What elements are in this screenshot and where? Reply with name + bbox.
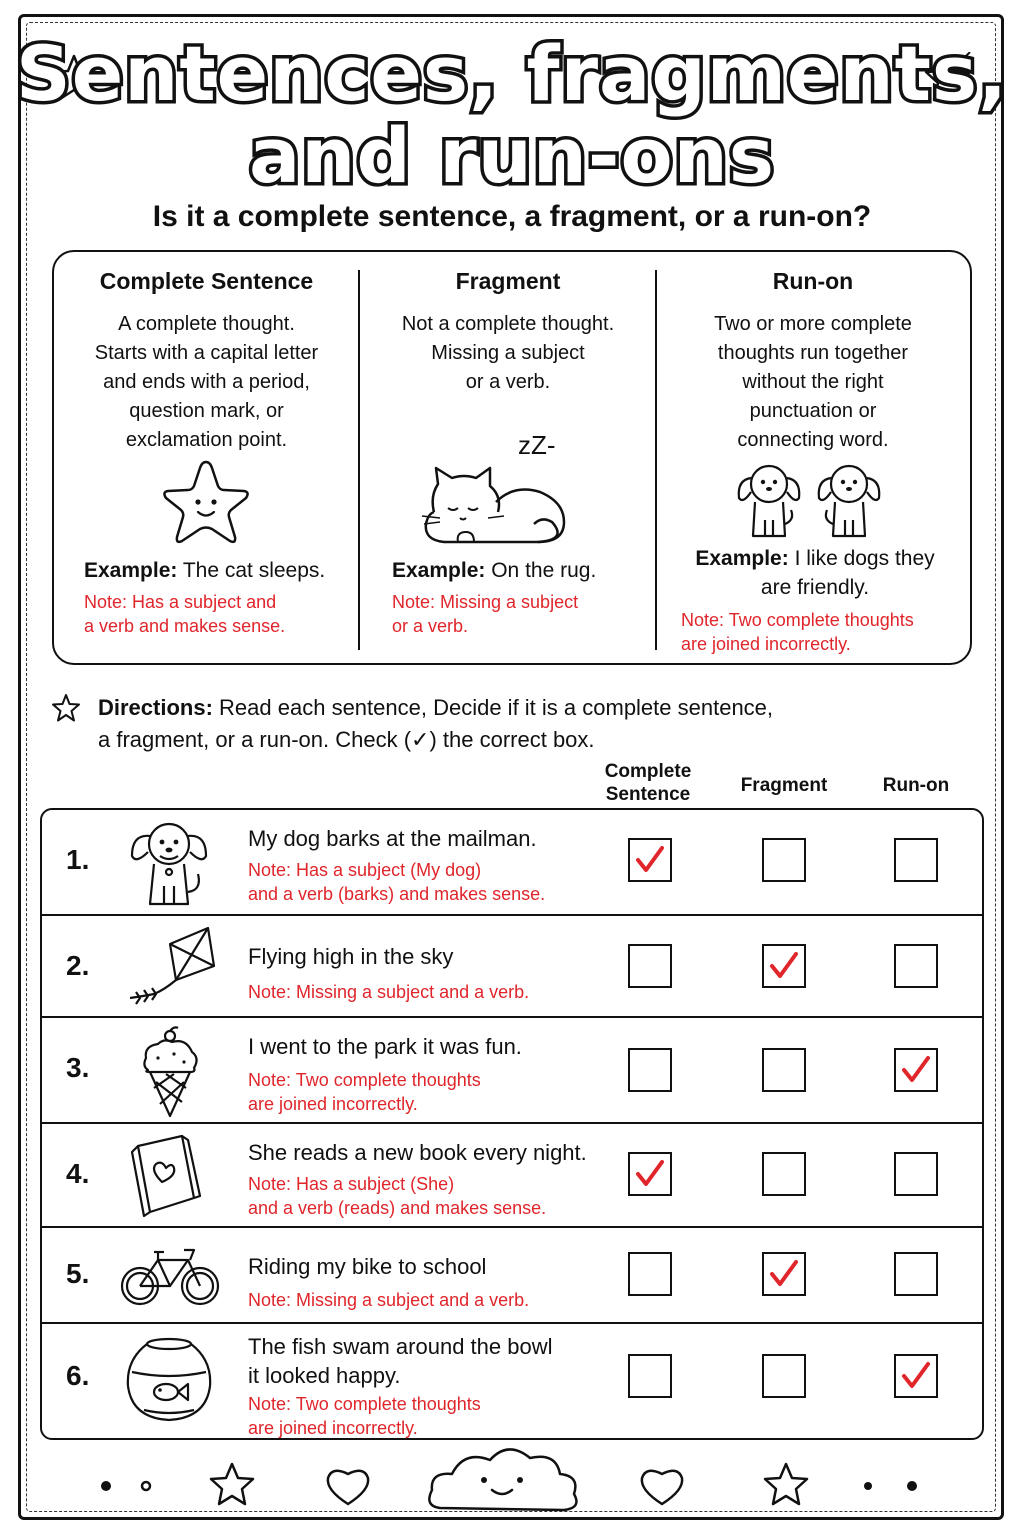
category-heading: Complete Sentence [99,268,314,294]
table-row [42,810,982,914]
check-mark-icon [766,1256,802,1292]
sleeping-cat-icon [418,462,570,548]
category-description: A complete thought. Starts with a capital letter and ends with a period, question mark, or exclamation point. [94,313,319,451]
check-mark-icon [632,842,668,878]
check-mark-icon [632,1156,668,1192]
table-row [42,1226,982,1322]
checkbox-complete[interactable] [628,1252,672,1296]
checkbox-fragment[interactable] [762,1252,806,1296]
page-subtitle: Is it a complete sentence, a fragment, or a run-on? [152,200,872,233]
check-mark-icon [898,1052,934,1088]
category-complete-sentence [54,252,359,663]
checkbox-fragment[interactable] [762,944,806,988]
smiling-star-icon [158,458,254,548]
category-description: Two or more complete thoughts run together without the right punctuation or connecting word. [714,313,912,451]
category-example: Example: I like dogs they are friendly. [695,547,935,599]
table-row [42,914,982,1016]
item-note: Note: Has a subject (My dog) and a verb (barks) and makes sense. [248,860,546,904]
checkbox-complete[interactable] [628,944,672,988]
item-number: 3. [66,1052,90,1083]
item-sentence: The fish swam around the bowl it looked happy. [248,1334,553,1388]
category-fragment [360,252,656,663]
page-title-line1: Sentences, fragments, [15,29,1009,118]
checkbox-fragment[interactable] [762,1152,806,1196]
check-mark-icon [898,1358,934,1394]
table-row [42,1016,982,1122]
item-number: 5. [66,1258,90,1289]
page-title-line2: and run-ons [248,111,776,200]
answer-table [40,808,984,1440]
item-number: 1. [66,844,90,875]
item-number: 6. [66,1360,90,1391]
directions: Directions: Read each sentence, Decide if it is a complete sentence, a fragment, or a run-on. Check (✓) the correct box. [98,695,774,752]
checkbox-complete[interactable] [628,1354,672,1398]
category-example: Example: On the rug. [392,559,597,582]
definitions-box [52,250,972,665]
category-run-on [657,252,969,663]
checkbox-run-on[interactable] [894,838,938,882]
kite-icon [124,924,224,1010]
checkbox-fragment[interactable] [762,1354,806,1398]
item-note: Note: Has a subject (She) and a verb (reads) and makes sense. [248,1174,547,1218]
item-sentence: She reads a new book every night. [248,1140,587,1165]
checkbox-complete[interactable] [628,1152,672,1196]
checkbox-run-on[interactable] [894,1048,938,1092]
item-note: Note: Missing a subject and a verb. [248,982,530,1002]
item-note: Note: Two complete thoughts are joined incorrectly. [248,1070,481,1114]
checkbox-fragment[interactable] [762,838,806,882]
item-note: Note: Two complete thoughts are joined incorrectly. [248,1394,481,1438]
item-sentence: Flying high in the sky [248,944,454,969]
category-heading: Fragment [455,268,561,294]
check-mark-icon [766,948,802,984]
book-icon [128,1132,202,1218]
sleep-text: zZ- [518,430,556,460]
column-header-run-on: Run-on [882,775,950,796]
category-note: Note: Two complete thoughts are joined incorrectly. [681,610,914,654]
star-icon [50,692,82,724]
ice-cream-icon [138,1026,202,1118]
category-note: Note: Missing a subject or a verb. [392,592,579,636]
category-example: Example: The cat sleeps. [84,559,326,582]
table-row [42,1122,982,1226]
checkbox-complete[interactable] [628,1048,672,1092]
column-header-fragment: Fragment [740,775,828,796]
category-heading: Run-on [772,268,854,294]
checkbox-fragment[interactable] [762,1048,806,1092]
item-sentence: My dog barks at the mailman. [248,826,537,851]
two-puppies-icon [729,458,889,542]
checkbox-run-on[interactable] [894,944,938,988]
dog-icon [124,816,214,908]
column-header-complete: Complete Sentence [604,761,692,805]
category-description: Not a complete thought. Missing a subject or a verb. [401,313,615,393]
item-sentence: I went to the park it was fun. [248,1034,522,1059]
fishbowl-icon [124,1336,214,1426]
item-number: 2. [66,950,90,981]
checkbox-complete[interactable] [628,838,672,882]
checkbox-run-on[interactable] [894,1354,938,1398]
item-number: 4. [66,1158,90,1189]
bicycle-icon [118,1244,222,1308]
table-row [42,1322,982,1438]
footer-decorations [0,1440,1024,1520]
checkbox-run-on[interactable] [894,1252,938,1296]
category-note: Note: Has a subject and a verb and makes sense. [84,592,286,636]
item-sentence: Riding my bike to school [248,1254,487,1279]
checkbox-run-on[interactable] [894,1152,938,1196]
item-note: Note: Missing a subject and a verb. [248,1290,530,1310]
